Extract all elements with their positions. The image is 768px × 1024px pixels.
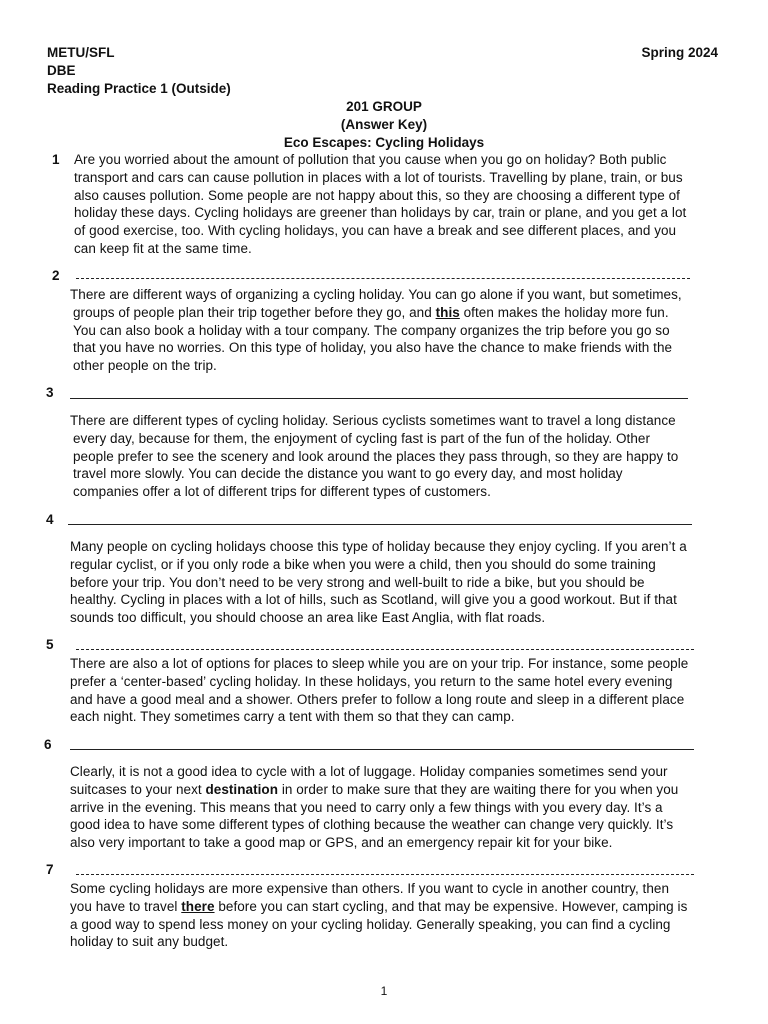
answer-key-label: (Answer Key)	[340, 117, 428, 132]
paragraph-7	[70, 880, 687, 951]
text-line: can keep fit at the same time.	[74, 240, 252, 256]
term: Spring 2024	[641, 45, 718, 60]
text-line: that you have no worries. On this type of holiday, you also have the chance to make friends with the	[73, 340, 673, 356]
group-label: 201 GROUP	[346, 99, 422, 114]
text-line: and have a good meal and a shower. Others prefer to follow a long route and sleep in a different place	[70, 691, 685, 707]
practice-title: Reading Practice 1 (Outside)	[47, 81, 231, 96]
text-line: people prefer to see the scenery and look around the places they pass through, so they are happy to	[73, 448, 679, 464]
referent-this: this	[435, 304, 460, 320]
heading-answer-blank-4[interactable]	[68, 524, 692, 525]
page-title: Eco Escapes: Cycling Holidays	[283, 135, 485, 150]
text-line: also causes pollution. Some people are not happy about this, so they are choosing a different type of	[74, 187, 680, 203]
text-line: travel more slowly. You can decide the distance you want to go every day, and most holiday	[73, 466, 623, 482]
text-line: you have to travel there before you can start cycling, and that may be expensive. However, camping is	[70, 898, 688, 914]
paragraph-number-1: 1	[52, 152, 60, 167]
paragraph-5	[70, 655, 688, 726]
text-line: before your trip. You don’t need to be very strong and well-built to ride a bike, but you should be	[70, 574, 645, 590]
text-line: holiday to suit any budget.	[70, 934, 229, 950]
text-line: of good exercise, too. With cycling holidays, you can have a break and see different places, and you	[74, 223, 677, 239]
text-line: You can also book a holiday with a tour company. The company organizes the trip before you go so	[73, 322, 670, 338]
text-line: prefer a ‘center-based’ cycling holiday. In these holidays, you return to the same hotel every evening	[70, 673, 673, 689]
paragraph-number-4: 4	[46, 512, 54, 527]
text-line: Many people on cycling holidays choose this type of holiday because they enjoy cycling. If you aren’t a	[70, 539, 687, 554]
paragraph-4	[70, 538, 687, 627]
paragraph-number-2: 2	[52, 268, 60, 283]
text-line: Are you worried about the amount of pollution that you cause when you go on holiday? Both public	[74, 152, 667, 167]
text-line: groups of people plan their trip together before they go, and this often makes the holiday more fun.	[73, 304, 669, 320]
paragraph-1	[74, 151, 686, 258]
text-line: holiday these days. Cycling holidays are greener than holidays by car, train or plane, and you get a lot	[74, 205, 687, 221]
text-line: companies offer a lot of different trips for different types of customers.	[73, 484, 491, 500]
paragraph-number-3: 3	[46, 385, 54, 400]
department: DBE	[47, 63, 76, 78]
referent-there: there	[181, 898, 215, 914]
text-line: healthy. Cycling in places with a lot of hills, such as Scotland, will give you a good workout. But if that	[70, 592, 677, 608]
text-line: every day, because for them, the enjoyment of cycling fast is part of the fun of the holiday. Other	[73, 430, 651, 446]
text-line: also very important to take a good map or GPS, and an emergency repair kit for your bike.	[70, 835, 613, 851]
text-line: Some cycling holidays are more expensive than others. If you want to cycle in another country, then	[70, 881, 670, 896]
paragraph-number-7: 7	[46, 862, 54, 877]
text-line: each night. They sometimes carry a tent with them so that they can camp.	[70, 709, 515, 725]
text-line: Clearly, it is not a good idea to cycle with a lot of luggage. Holiday companies sometimes send your	[70, 764, 668, 779]
heading-answer-blank-3[interactable]	[70, 398, 688, 399]
paragraph-number-5: 5	[46, 637, 54, 652]
text-line: arrive in the evening. This means that you need to carry only a few things with you every day. It’s a	[70, 799, 663, 815]
text-line: There are different types of cycling holiday. Serious cyclists sometimes want to travel a long distance	[70, 413, 676, 428]
header-left	[47, 44, 231, 98]
institution: METU/SFL	[47, 45, 115, 60]
text-line: regular cyclist, or if you only rode a bike when you were a child, then you should do some training	[70, 556, 656, 572]
paragraph-3	[70, 412, 678, 501]
text-line: good idea to have some different types of clothing because the weather can change very quickly. It’s	[70, 817, 674, 833]
paragraph-2	[70, 286, 682, 375]
title-block	[0, 98, 768, 152]
heading-answer-blank-6[interactable]	[70, 749, 694, 750]
paragraph-number-6: 6	[44, 737, 52, 752]
text-line: suitcases to your next destination in order to make sure that they are waiting there for you when you	[70, 781, 679, 797]
paragraph-6	[70, 763, 678, 852]
text-line: other people on the trip.	[73, 358, 217, 374]
heading-answer-blank-2[interactable]	[76, 278, 690, 279]
text-line: There are also a lot of options for places to sleep while you are on your trip. For instance, some people	[70, 656, 689, 671]
text-line: sounds too difficult, you should choose an area like East Anglia, with flat roads.	[70, 610, 546, 626]
text-line: There are different ways of organizing a cycling holiday. You can go alone if you want, but sometimes,	[70, 287, 682, 302]
heading-answer-blank-7[interactable]	[76, 874, 694, 875]
text-line: transport and cars can cause pollution in places with a lot of tourists. Travelling by plane, train, or bus	[74, 169, 683, 185]
keyword-destination: destination	[205, 781, 279, 797]
page-number: 1	[380, 984, 388, 998]
heading-answer-blank-5[interactable]	[76, 649, 694, 650]
text-line: a good way to spend less money on your cycling holiday. Generally speaking, you can find a cycling	[70, 916, 671, 932]
